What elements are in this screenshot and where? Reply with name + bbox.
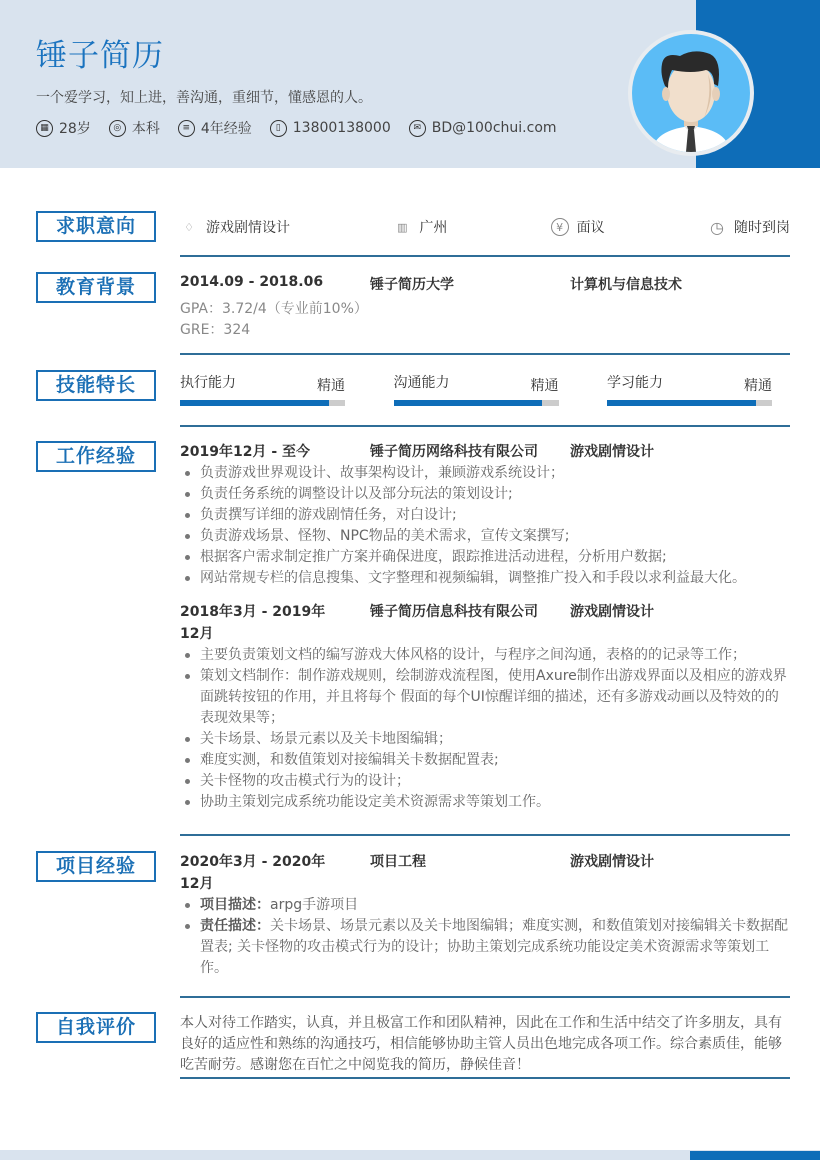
intent-position: [180, 217, 290, 237]
skill-bar-fill: [180, 400, 329, 406]
divider: [180, 996, 790, 998]
divider: [180, 425, 790, 427]
list-item: 负责撰写详细的游戏剧情任务，对白设计;: [180, 505, 790, 526]
job-head: [180, 601, 790, 645]
skill-bar: [394, 400, 559, 406]
skill-level: 精通: [744, 378, 772, 394]
footer-accent-block: [690, 1151, 820, 1160]
project-head: [180, 851, 790, 895]
education-period: 2014.09 - 2018.06: [180, 274, 324, 290]
item-label: 责任描述：: [200, 918, 270, 934]
skills-content: [180, 370, 790, 406]
avatar-illustration: [632, 34, 750, 152]
section-title-education: 教育背景: [36, 272, 156, 303]
phone-value[interactable]: 13800138000: [292, 120, 391, 136]
job-role: 游戏剧情设计: [570, 604, 654, 620]
intent-row: [180, 217, 790, 237]
yen-icon: ¥: [551, 218, 569, 236]
job-period: 2018年3月 - 2019年12月: [180, 604, 326, 642]
section-title-self-eval: 自我评价: [36, 1012, 156, 1043]
section-title-intent: 求职意向: [36, 211, 156, 242]
list-item: 根据客户需求制定推广方案并确保进度，跟踪推进活动进程，分析用户数据;: [180, 547, 790, 568]
skill-item: [394, 370, 559, 406]
mail-icon: ✉: [409, 120, 426, 137]
job-company: 锤子简历信息科技有限公司: [370, 604, 538, 620]
job-duties: [180, 645, 790, 813]
skill-level: 精通: [530, 378, 559, 394]
info-experience: [178, 118, 252, 138]
list-item: 负责任务系统的调整设计以及部分玩法的策划设计;: [180, 484, 790, 505]
item-label: 项目描述：: [200, 897, 270, 913]
job-duties: [180, 463, 790, 589]
skill-bar: [607, 400, 772, 406]
motto: 一个爱学习，知上进，善沟通，重细节，懂感恩的人。: [36, 90, 372, 106]
list-item: 负责游戏场景、怪物、NPC物品的美术需求，宣传文案撰写;: [180, 526, 790, 547]
degree-value: 本科: [131, 121, 160, 137]
education-content: [180, 274, 790, 341]
project-details: [180, 895, 790, 979]
intent-availability: [708, 217, 790, 237]
project-name: 项目工程: [370, 854, 426, 870]
section-intent: [36, 211, 790, 261]
section-project: [36, 851, 790, 999]
skill-item: [607, 370, 772, 406]
tie-icon: ♢: [184, 220, 194, 234]
education-gpa: GPA：3.72/4（专业前10%）: [180, 301, 368, 317]
job-period: 2019年12月 - 至今: [180, 444, 311, 460]
education-school: 锤子简历大学: [370, 277, 454, 293]
skill-bar: [180, 400, 345, 406]
section-self-eval: [36, 1012, 790, 1082]
divider: [180, 834, 790, 836]
self-eval-content: [180, 1013, 790, 1076]
job-head: [180, 441, 790, 463]
list-item: 协助主策划完成系统功能设定美术资源需求等策划工作。: [180, 792, 790, 813]
intent-city: [393, 217, 447, 237]
skill-name: 沟通能力: [393, 375, 450, 391]
building-icon: ▥: [397, 220, 408, 234]
skill-level: 精通: [317, 378, 345, 394]
project-period: 2020年3月 - 2020年12月: [180, 854, 326, 892]
phone-icon: ▯: [270, 120, 287, 137]
list-item: 负责游戏世界观设计、故事架构设计，兼顾游戏系统设计；: [180, 463, 790, 484]
avatar: [628, 30, 754, 156]
intent-salary: [551, 217, 605, 237]
skill-name: 执行能力: [180, 375, 236, 391]
item-text: arpg手游项目: [270, 897, 359, 913]
education-gre: GRE：324: [180, 322, 251, 338]
skill-name: 学习能力: [607, 375, 663, 391]
graduation-cap-icon: ◎: [109, 120, 126, 137]
project-content: [180, 851, 790, 979]
list-item: [180, 895, 790, 916]
education-major: 计算机与信息技术: [570, 277, 682, 293]
list-item: 策划文档制作：制作游戏规则，绘制游戏流程图，使用Axure制作出游戏界面以及相应的游戏界面跳转按钮的作用，并且将每个 假面的每个UI惊醒详细的描述，还有多游戏动画以及特效的的表现效果等；: [180, 666, 790, 729]
email-value[interactable]: BD@100chui.com: [431, 120, 557, 136]
intent-city-value: 广州: [419, 220, 448, 236]
divider: [180, 1077, 790, 1079]
intent-position-value: 游戏剧情设计: [206, 220, 290, 236]
document-icon: ≡: [178, 120, 195, 137]
job-company: 锤子简历网络科技有限公司: [370, 444, 538, 460]
skill-bar-fill: [607, 400, 756, 406]
info-age: [36, 118, 91, 138]
list-item: 网站常规专栏的信息搜集、文字整理和视频编辑，调整推广投入和手段以求利益最大化。: [180, 568, 790, 589]
info-phone: [270, 120, 391, 137]
skill-bar-fill: [394, 400, 543, 406]
divider: [180, 353, 790, 355]
section-title-work: 工作经验: [36, 441, 156, 472]
personal-info: [36, 118, 575, 138]
job-role: 游戏剧情设计: [570, 444, 654, 460]
info-degree: [109, 118, 160, 138]
age-value: 28岁: [59, 121, 91, 137]
section-title-skills: 技能特长: [36, 370, 156, 401]
clock-icon: ◷: [710, 217, 724, 237]
self-eval-text: 本人对待工作踏实，认真，并且极富工作和团队精神，因此在工作和生活中结交了许多朋友，具有良好的适应性和熟练的沟通技巧，相信能够协助主管人员出色地完成各项工作。综合素质佳，能够吃苦耐劳。感谢您在百忙之中阅览我的简历，静候佳音！: [180, 1015, 782, 1073]
skill-item: [180, 370, 345, 406]
section-skills: [36, 370, 790, 426]
section-title-project: 项目经验: [36, 851, 156, 882]
list-item: 关卡怪物的攻击模式行为的设计；: [180, 771, 790, 792]
list-item: 难度实测，和数值策划对接编辑关卡数据配置表;: [180, 750, 790, 771]
info-email: [409, 120, 557, 137]
divider: [180, 255, 790, 257]
project-role: 游戏剧情设计: [570, 854, 654, 870]
resume-name: 锤子简历: [36, 38, 164, 74]
list-item: [180, 916, 790, 979]
skills-row: [180, 370, 790, 406]
education-head: [180, 274, 790, 294]
item-text: 关卡场景、场景元素以及关卡地图编辑；难度实测，和数值策划对接编辑关卡数据配置表; 关卡怪物的攻击模式行为的设计；协助主策划完成系统功能设定美术资源需求等策划工作。: [200, 918, 788, 976]
list-item: 关卡场景、场景元素以及关卡地图编辑；: [180, 729, 790, 750]
calendar-icon: ▦: [36, 120, 53, 137]
section-work: [36, 441, 790, 836]
intent-content: [180, 217, 790, 237]
intent-salary-value: 面议: [576, 220, 605, 236]
work-content: [180, 441, 790, 813]
list-item: 主要负责策划文档的编写游戏大体风格的设计，与程序之间沟通，表格的的记录等工作；: [180, 645, 790, 666]
section-education: [36, 272, 790, 356]
experience-value: 4年经验: [200, 121, 252, 137]
intent-availability-value: 随时到岗: [733, 220, 790, 236]
